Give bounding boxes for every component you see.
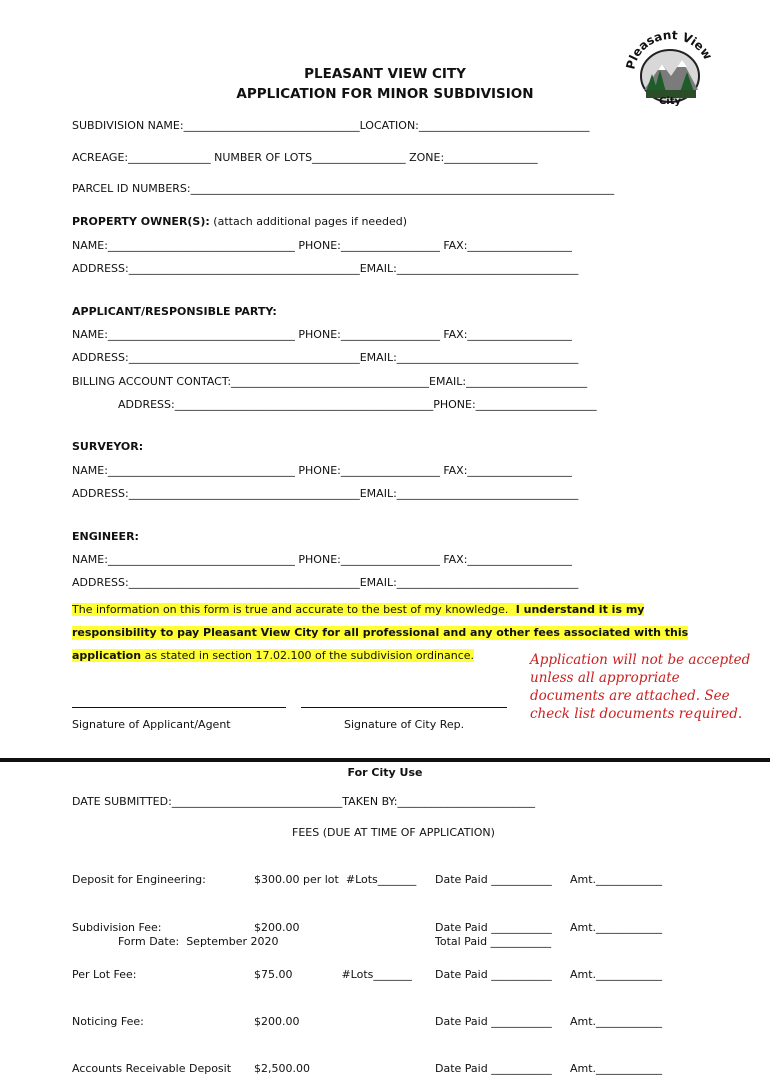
fee-amount: $200.00 (254, 1014, 300, 1028)
total-paid-field[interactable]: Total Paid ___________ (435, 935, 552, 948)
amount-field[interactable]: Amt.____________ (570, 920, 663, 934)
amount-column (570, 841, 662, 1092)
date-paid-field[interactable]: Date Paid ___________ (435, 967, 552, 981)
logo-top-text: Pleasant View (624, 30, 715, 71)
applicant-address-email-field[interactable]: ADDRESS:__________________________________________EMAIL:_________________________________ (72, 351, 579, 364)
page-title-city: PLEASANT VIEW CITY (304, 66, 466, 82)
engineer-heading: ENGINEER: (72, 530, 139, 543)
form-date: Form Date: September 2020 (118, 935, 279, 948)
date-paid-column (435, 841, 552, 1092)
amount-field[interactable]: Amt.____________ (570, 873, 663, 887)
subdivision-name-field[interactable]: SUBDIVISION NAME:________________________________LOCATION:_______________________________ (72, 119, 590, 132)
fee-label: Per Lot Fee: (72, 967, 137, 981)
fee-amount: $200.00 (254, 920, 300, 934)
fee-label: Accounts Receivable Deposit (72, 1061, 232, 1075)
notice-line-4: check list documents required. (530, 706, 743, 722)
fee-labels-column (72, 841, 231, 1092)
city-rep-signature-label: Signature of City Rep. (344, 718, 465, 731)
billing-contact-email-field[interactable]: BILLING ACCOUNT CONTACT:____________________________________EMAIL:______________________ (72, 375, 588, 388)
logo-bottom-text: City (658, 96, 682, 107)
fee-amount[interactable]: $75.00 #Lots_______ (254, 967, 412, 981)
certification-line-3-bold: application (72, 649, 142, 662)
fee-amounts-column (254, 841, 416, 1092)
parcel-id-field[interactable]: PARCEL ID NUMBERS:_____________________________________________________________________________ (72, 182, 615, 195)
fee-amount[interactable]: $300.00 per lot #Lots_______ (254, 873, 417, 887)
city-use-heading: For City Use (347, 766, 423, 779)
date-submitted-taken-by-field[interactable]: DATE SUBMITTED:_______________________________TAKEN BY:_________________________ (72, 795, 535, 808)
amount-field[interactable]: Amt.____________ (570, 967, 663, 981)
certification-line-1 (72, 603, 644, 617)
owner-name-phone-fax-field[interactable]: NAME:__________________________________ PHONE:__________________ FAX:___________________ (72, 239, 572, 252)
certification-line-3 (72, 649, 474, 663)
engineer-address-email-field[interactable]: ADDRESS:__________________________________________EMAIL:_________________________________ (72, 576, 579, 589)
applicant-signature-label: Signature of Applicant/Agent (72, 718, 231, 731)
owner-section-heading (72, 215, 407, 229)
certification-part-1: The information on this form is true and accurate to the best of my knowledge. (72, 603, 512, 616)
fee-label: Noticing Fee: (72, 1014, 144, 1028)
notice-line-3: documents are attached. See (530, 688, 730, 704)
certification-part-2: I understand it is my (511, 603, 645, 616)
date-paid-field[interactable]: Date Paid ___________ (435, 1014, 552, 1028)
notice-line-2: unless all appropriate (530, 670, 680, 686)
billing-address-phone-field[interactable]: ADDRESS:_______________________________________________PHONE:______________________ (118, 398, 597, 411)
fee-label: Subdivision Fee: (72, 920, 162, 934)
fees-heading: FEES (DUE AT TIME OF APPLICATION) (292, 826, 495, 839)
owner-heading: PROPERTY OWNER(S): (72, 215, 210, 228)
date-paid-field[interactable]: Date Paid ___________ (435, 873, 552, 887)
engineer-name-phone-fax-field[interactable]: NAME:__________________________________ PHONE:__________________ FAX:___________________ (72, 553, 572, 566)
applicant-signature-line[interactable] (72, 707, 286, 708)
amount-field[interactable]: Amt.____________ (570, 1014, 663, 1028)
surveyor-heading: SURVEYOR: (72, 440, 144, 453)
date-paid-field[interactable]: Date Paid ___________ (435, 1061, 552, 1075)
owner-address-email-field[interactable]: ADDRESS:__________________________________________EMAIL:_________________________________ (72, 262, 579, 275)
certification-line-2: responsibility to pay Pleasant View City for all professional and any other fees associated with this (72, 626, 689, 639)
applicant-heading: APPLICANT/RESPONSIBLE PARTY: (72, 305, 277, 318)
fee-amount: $2,500.00 (254, 1061, 310, 1075)
surveyor-name-phone-fax-field[interactable]: NAME:__________________________________ PHONE:__________________ FAX:___________________ (72, 464, 572, 477)
surveyor-address-email-field[interactable]: ADDRESS:__________________________________________EMAIL:_________________________________ (72, 487, 579, 500)
certification-line-3-rest: as stated in section 17.02.100 of the subdivision ordinance. (141, 649, 475, 662)
city-use-divider (0, 758, 770, 762)
date-paid-field[interactable]: Date Paid ___________ (435, 920, 552, 934)
notice-line-1: Application will not be accepted (530, 652, 751, 668)
applicant-name-phone-fax-field[interactable]: NAME:__________________________________ PHONE:__________________ FAX:___________________ (72, 328, 572, 341)
owner-heading-note: (attach additional pages if needed) (209, 215, 407, 228)
amount-field[interactable]: Amt.____________ (570, 1061, 663, 1075)
city-rep-signature-line[interactable] (301, 707, 507, 708)
acreage-lots-zone-field[interactable]: ACREAGE:_______________ NUMBER OF LOTS_________________ ZONE:_________________ (72, 151, 538, 164)
page-title-form: APPLICATION FOR MINOR SUBDIVISION (236, 86, 534, 102)
fee-label: Deposit for Engineering: (72, 873, 206, 887)
